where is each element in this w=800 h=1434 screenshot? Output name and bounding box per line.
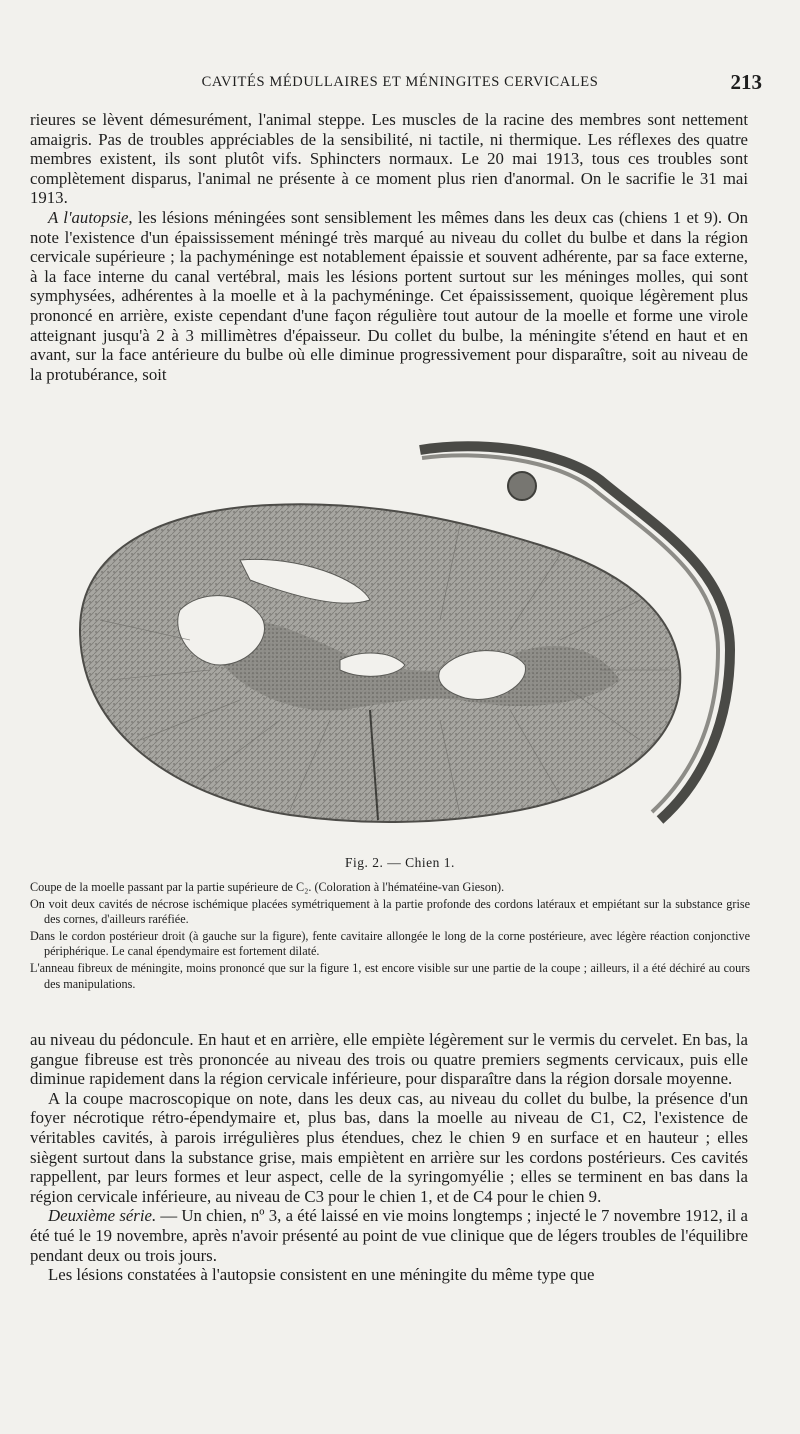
page-number: 213	[730, 70, 762, 94]
spinal-cord-section-figure	[40, 420, 770, 850]
text-block-bottom	[30, 1030, 748, 1285]
italic-lead: Deuxième série.	[48, 1206, 157, 1226]
italic-lead: A l'autopsie,	[48, 207, 133, 227]
paragraph	[30, 1206, 748, 1265]
caption-line: L'anneau fibreux de méningite, moins prononcé que sur la figure 1, est encore visible sur une partie de la coupe ; ailleurs, il a été déchiré au cours des manipulations.	[30, 960, 750, 991]
paragraph-text: — Un chien, nº 3, a été laissé en vie moins longtemps ; injecté le 7 novembre 1912, il a été tué le 19 novembre, après n'avoir présenté au point de vue clinique que de légers troubles de l'équilibre pendant deux ou trois jours.	[30, 1206, 748, 1265]
text-block-top	[30, 110, 748, 384]
paragraph: au niveau du pédoncule. En haut et en arrière, elle empiète légèrement sur le vermis du cervelet. En bas, la gangue fibreuse est très prononcée au niveau des trois ou quatre premiers segments cervicaux, puis elle diminue rapidement dans la région cervicale inférieure, pour disparaître dans la région dorsale moyenne.	[30, 1030, 748, 1089]
paragraph: rieures se lèvent démesurément, l'animal steppe. Les muscles de la racine des membres sont nettement amaigris. Pas de troubles appréciables de la sensibilité, ni tactile, ni thermique. Les réflexes des quatre membres existent, ils sont plutôt vifs. Sphincters normaux. Le 20 mai 1913, tous ces troubles sont complètement disparus, l'animal ne présente à ce moment plus rien d'anormal. On le sacrifie le 31 mai 1913.	[30, 110, 748, 208]
blood-vessel	[508, 472, 536, 500]
running-header	[30, 70, 770, 96]
paragraph: Les lésions constatées à l'autopsie consistent en une méningite du même type que	[48, 1265, 595, 1285]
figure-caption	[30, 880, 750, 993]
spinal-cord-section-illustration	[40, 420, 770, 850]
paragraph: A la coupe macroscopique on note, dans les deux cas, au niveau du collet du bulbe, la présence d'un foyer nécrotique rétro-épendymaire et, plus bas, dans la moelle au niveau de C1, C2, l'existence de véritables cavités, à parois irrégulières plus étendues, chez le chien 9 en surface et en hauteur ; elles siègent surtout dans la substance grise, mais empiètent en arrière sur les cordons postérieurs. Ces cavités rappellent, par leurs formes et leur aspect, celle de la syringomyélie ; elles se terminent en bas dans la région cervicale inférieure, au niveau de C3 pour le chien 1, et de C4 pour le chien 9.	[30, 1088, 748, 1206]
figure-label: Fig. 2. — Chien 1.	[345, 855, 455, 870]
caption-line: Dans le cordon postérieur droit (à gauche sur la figure), fente cavitaire allongée le long de la corne postérieure, avec légère réaction conjonctive périphérique. Le canal épendymaire est fortement dilaté.	[30, 928, 750, 959]
caption-line: Coupe de la moelle passant par la partie supérieure de C₂. (Coloration à l'hématéine-van Gieson).	[30, 880, 505, 894]
running-title: CAVITÉS MÉDULLAIRES ET MÉNINGITES CERVICALES	[201, 74, 599, 90]
caption-line: On voit deux cavités de nécrose ischémique placées symétriquement à la partie profonde des cordons latéraux et empiétant sur la substance grise des cornes, d'ailleurs raréfiée.	[30, 896, 750, 927]
paragraph-text: les lésions méningées sont sensiblement les mêmes dans les deux cas (chiens 1 et 9). On note l'existence d'un épaississement méningé très marqué au niveau du collet du bulbe et dans la région cervicale supérieure ; la pachyméninge est notablement épaissie et souvent adhérente, par sa face externe, à la face interne du canal vertébral, mais les lésions portent surtout sur les méninges molles, qui sont symphysées, adhérentes à la moelle et à la pachyméninge. Cet épaississement, quoique légèrement plus prononcé en arrière, existe cependant d'une façon régulière tout autour de la moelle et forme une virole atteignant jusqu'à 2 à 3 millimètres d'épaisseur. Du collet du bulbe, la méningite s'étend en haut et en avant, sur la face antérieure du bulbe où elle diminue progressivement pour disparaître, soit au niveau de la protubérance, soit	[30, 207, 748, 384]
paragraph	[30, 208, 748, 384]
